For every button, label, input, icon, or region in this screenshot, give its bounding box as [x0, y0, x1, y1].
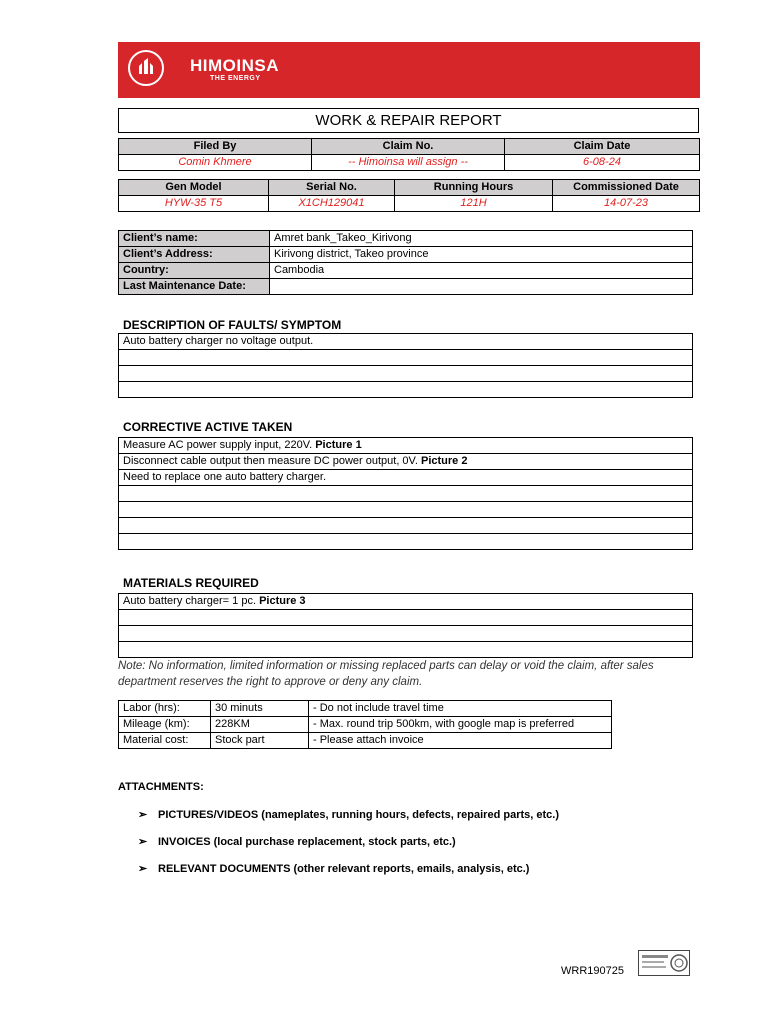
fault-row	[119, 382, 693, 398]
picture-ref: Picture 1	[315, 439, 362, 451]
material-row	[119, 642, 693, 658]
corrective-row	[119, 486, 693, 502]
corrective-text: Measure AC power supply input, 220V.	[123, 439, 316, 451]
client-name-label: Client’s name:	[119, 231, 270, 247]
client-address-label: Client’s Address:	[119, 247, 270, 263]
corrective-table	[118, 437, 693, 550]
cost-row	[119, 717, 612, 733]
certification-seal-icon	[638, 950, 690, 976]
attachment-text: INVOICES (local purchase replacement, stock parts, etc.)	[158, 836, 456, 848]
client-row	[119, 247, 693, 263]
running-hours-header: Running Hours	[395, 180, 553, 196]
material-text: Auto battery charger= 1 pc.	[123, 595, 260, 607]
country-label: Country:	[119, 263, 270, 279]
costs-table	[118, 700, 612, 749]
filed-by-value: Comin Khmere	[119, 155, 312, 171]
mileage-remark: - Max. round trip 500km, with google map is preferred	[309, 717, 612, 733]
claim-date-header: Claim Date	[505, 139, 700, 155]
corrective-row	[119, 470, 693, 486]
corrective-row	[119, 518, 693, 534]
brand-tagline: THE ENERGY	[210, 75, 261, 82]
attachment-item	[138, 808, 559, 821]
arrow-bullet-icon: ➢	[138, 863, 148, 875]
fault-row: Auto battery charger no voltage output.	[119, 334, 693, 350]
attachment-item	[138, 862, 529, 875]
arrow-bullet-icon: ➢	[138, 836, 148, 848]
material-cost-remark: - Please attach invoice	[309, 733, 612, 749]
commissioned-date-value: 14-07-23	[553, 196, 700, 212]
gen-model-header: Gen Model	[119, 180, 269, 196]
claim-no-value: -- Himoinsa will assign --	[312, 155, 505, 171]
labor-label: Labor (hrs):	[119, 701, 211, 717]
filed-by-header: Filed By	[119, 139, 312, 155]
material-row	[119, 594, 693, 610]
fault-row	[119, 350, 693, 366]
last-maintenance-label: Last Maintenance Date:	[119, 279, 270, 295]
client-row	[119, 231, 693, 247]
running-hours-value: 121H	[395, 196, 553, 212]
himoinsa-logo-icon	[128, 50, 164, 86]
document-code: WRR190725	[561, 965, 624, 977]
generator-table	[118, 179, 700, 212]
attachments-title: ATTACHMENTS:	[118, 781, 204, 793]
mileage-label: Mileage (km):	[119, 717, 211, 733]
material-cost-label: Material cost:	[119, 733, 211, 749]
corrective-row	[119, 454, 693, 470]
faults-table	[118, 333, 693, 398]
gen-model-value: HYW-35 T5	[119, 196, 269, 212]
fault-row	[119, 366, 693, 382]
attachment-text: PICTURES/VIDEOS (nameplates, running hours, defects, repaired parts, etc.)	[158, 809, 559, 821]
corrective-text: Need to replace one auto battery charger.	[123, 471, 327, 483]
commissioned-date-header: Commissioned Date	[553, 180, 700, 196]
material-cost-value: Stock part	[211, 733, 309, 749]
claim-date-value: 6-08-24	[505, 155, 700, 171]
serial-no-value: X1CH129041	[269, 196, 395, 212]
country-value: Cambodia	[270, 263, 693, 279]
faults-section-title: DESCRIPTION OF FAULTS/ SYMPTOM	[123, 318, 342, 332]
materials-table	[118, 593, 693, 658]
claim-table	[118, 138, 700, 171]
corrective-text: Disconnect cable output then measure DC power output, 0V.	[123, 455, 421, 467]
mileage-value: 228KM	[211, 717, 309, 733]
client-row	[119, 263, 693, 279]
materials-section-title: MATERIALS REQUIRED	[123, 576, 259, 590]
labor-remark: - Do not include travel time	[309, 701, 612, 717]
cost-row	[119, 701, 612, 717]
report-title: WORK & REPAIR REPORT	[118, 108, 699, 133]
attachment-item	[138, 835, 456, 848]
attachment-text: RELEVANT DOCUMENTS (other relevant reports, emails, analysis, etc.)	[158, 863, 530, 875]
corrective-section-title: CORRECTIVE ACTIVE TAKEN	[123, 420, 293, 434]
picture-ref: Picture 3	[259, 595, 306, 607]
brand-name: HIMOINSA	[190, 56, 279, 75]
material-row	[119, 626, 693, 642]
arrow-bullet-icon: ➢	[138, 809, 148, 821]
last-maintenance-value	[270, 279, 693, 295]
client-name-value: Amret bank_Takeo_Kirivong	[270, 231, 693, 247]
cost-row	[119, 733, 612, 749]
client-table	[118, 230, 693, 295]
client-address-value: Kirivong district, Takeo province	[270, 247, 693, 263]
claim-no-header: Claim No.	[312, 139, 505, 155]
material-row	[119, 610, 693, 626]
labor-value: 30 minuts	[211, 701, 309, 717]
claim-note: Note: No information, limited information or missing replaced parts can delay or void the claim, after sales department reserves the right to approve or deny any claim.	[118, 660, 654, 688]
corrective-row	[119, 534, 693, 550]
serial-no-header: Serial No.	[269, 180, 395, 196]
corrective-row	[119, 438, 693, 454]
picture-ref: Picture 2	[421, 455, 468, 467]
corrective-row	[119, 502, 693, 518]
client-row	[119, 279, 693, 295]
